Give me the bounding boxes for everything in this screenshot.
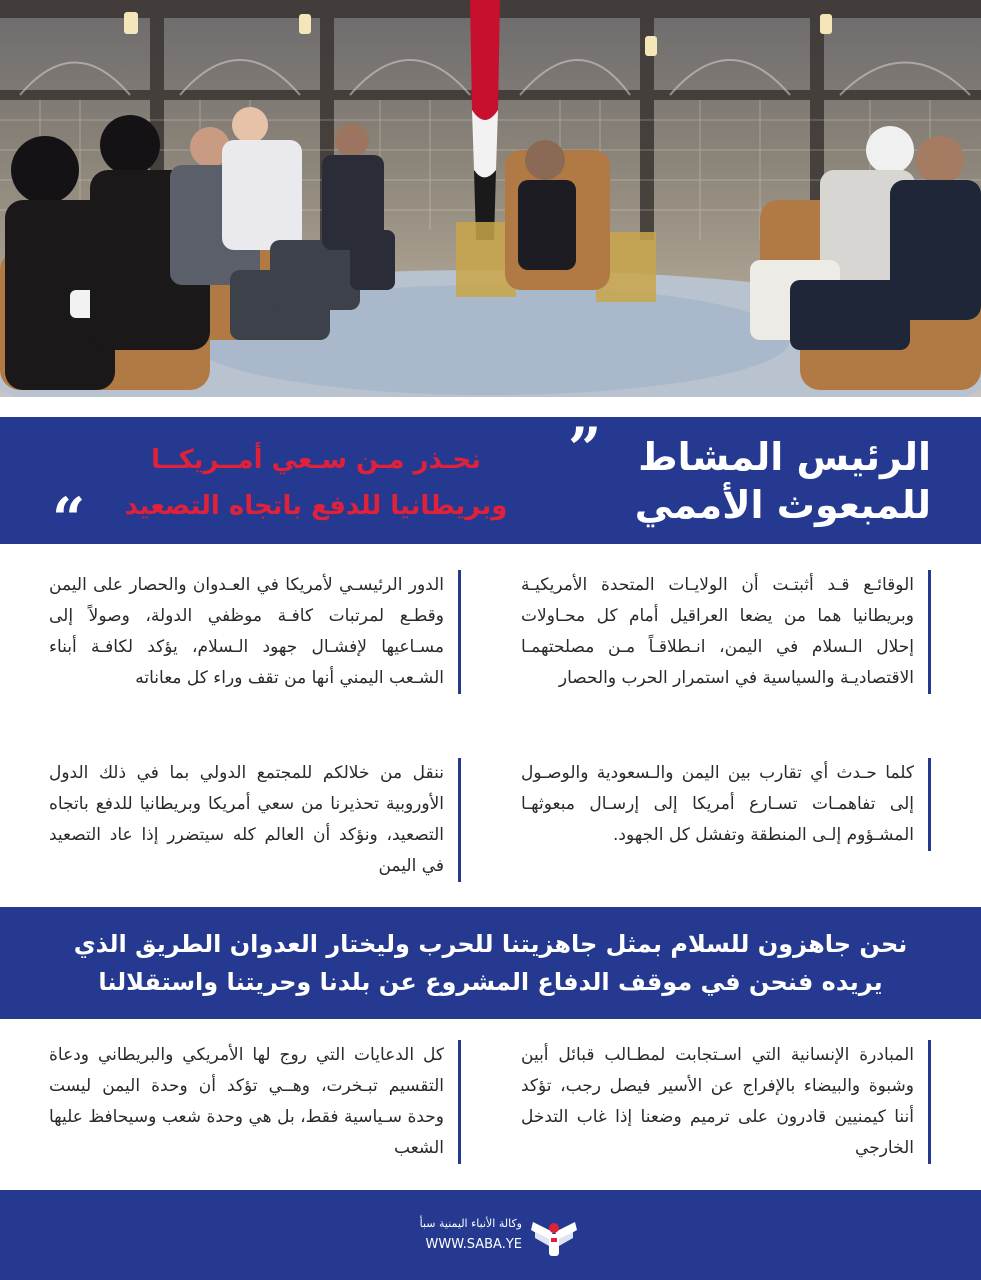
footer-bar [0, 1190, 981, 1280]
open-quote-icon: ” [568, 415, 602, 483]
title-banner [0, 417, 981, 544]
headline-quote-line1: نحـذر مـن سـعي أمــريكــا [151, 445, 481, 475]
meeting-photo [0, 0, 981, 397]
statement-line1: نحن جاهزون للسلام بمثل جاهزيتنا للحرب وليختار العدوان الطريق الذي [73, 930, 908, 958]
statement-banner [0, 907, 981, 1019]
agency-name: وكالة الأنباء اليمنية سبأ [419, 1217, 522, 1230]
close-quote-icon: “ [52, 485, 86, 553]
paragraph-block: كل الدعايات التي روج لها الأمريكي والبريطاني ودعاة التقسيم تبـخرت، وهــي تؤكد أن وحدة اليمن ليست وحدة سـياسية فقط، بل هي وحدة شعب وسيحافظ عليها الشعب [49, 1040, 461, 1164]
headline-name-line2: للمبعوث الأممي [634, 483, 931, 527]
paragraph-block: الوقائـع قـد أثبتـت أن الولايـات المتحدة الأمريكيـة وبريطانيا هما من يضعا العراقيل أمام كل محـاولات إحلال الـسلام في اليمن، انـطلاقـاً مـن مصلحتهمـا الاقتصاديـة والسياسية في استمرار الحرب والحصار [521, 570, 931, 694]
agency-url[interactable]: WWW.SABA.YE [425, 1237, 522, 1252]
headline-name-line1: الرئيس المشاط [638, 435, 931, 479]
headline-name [601, 433, 931, 529]
paragraph-block: ننقل من خلالكم للمجتمع الدولي بما في ذلك الدول الأوروبية تحذيرنا من سعي أمريكا وبريطانيا للدفع باتجاه التصعيد، ونؤكد أن العالم كله سيتضرر إذا عاد التصعيد في اليمن [49, 758, 461, 882]
statement-text [40, 925, 941, 1001]
headline-quote [81, 437, 551, 529]
saba-eagle-logo-icon [527, 1210, 581, 1264]
statement-line2: يريده فنحن في موقف الدفاع المشروع عن بلدنا وحريتنا واستقلالنا [98, 968, 883, 996]
paragraph-block: المبادرة الإنسانية التي اسـتجابت لمطـالب قبائل أبين وشبوة والبيضاء بالإفراج عن الأسير فيصل رجب، تؤكد أننا كيمنيين قادرون على ترميم وضعنا إذا غاب التدخل الخارجي [521, 1040, 931, 1164]
paragraph-block: الدور الرئيسـي لأمريكا في العـدوان والحصار على اليمن وقطـع لمرتبات كافـة موظفي الدولة، وصولاً إلى مسـاعيها لإفشـال جهود الـسلام، يؤكد لكافـة أبناء الشـعب اليمني أنها من تقف وراء كل معاناته [49, 570, 461, 694]
paragraph-block: كلما حـدث أي تقارب بين اليمن والـسعودية والوصـول إلى تفاهمـات تسـارع أمريكا إلى إرسـال مبعوثهـا المشـؤوم إلـى المنطقة وتفشل كل الجهود. [521, 758, 931, 851]
headline-quote-line2: وبريطانيا للدفع باتجاه التصعيد [124, 491, 508, 521]
meeting-photo-illustration [0, 0, 981, 397]
